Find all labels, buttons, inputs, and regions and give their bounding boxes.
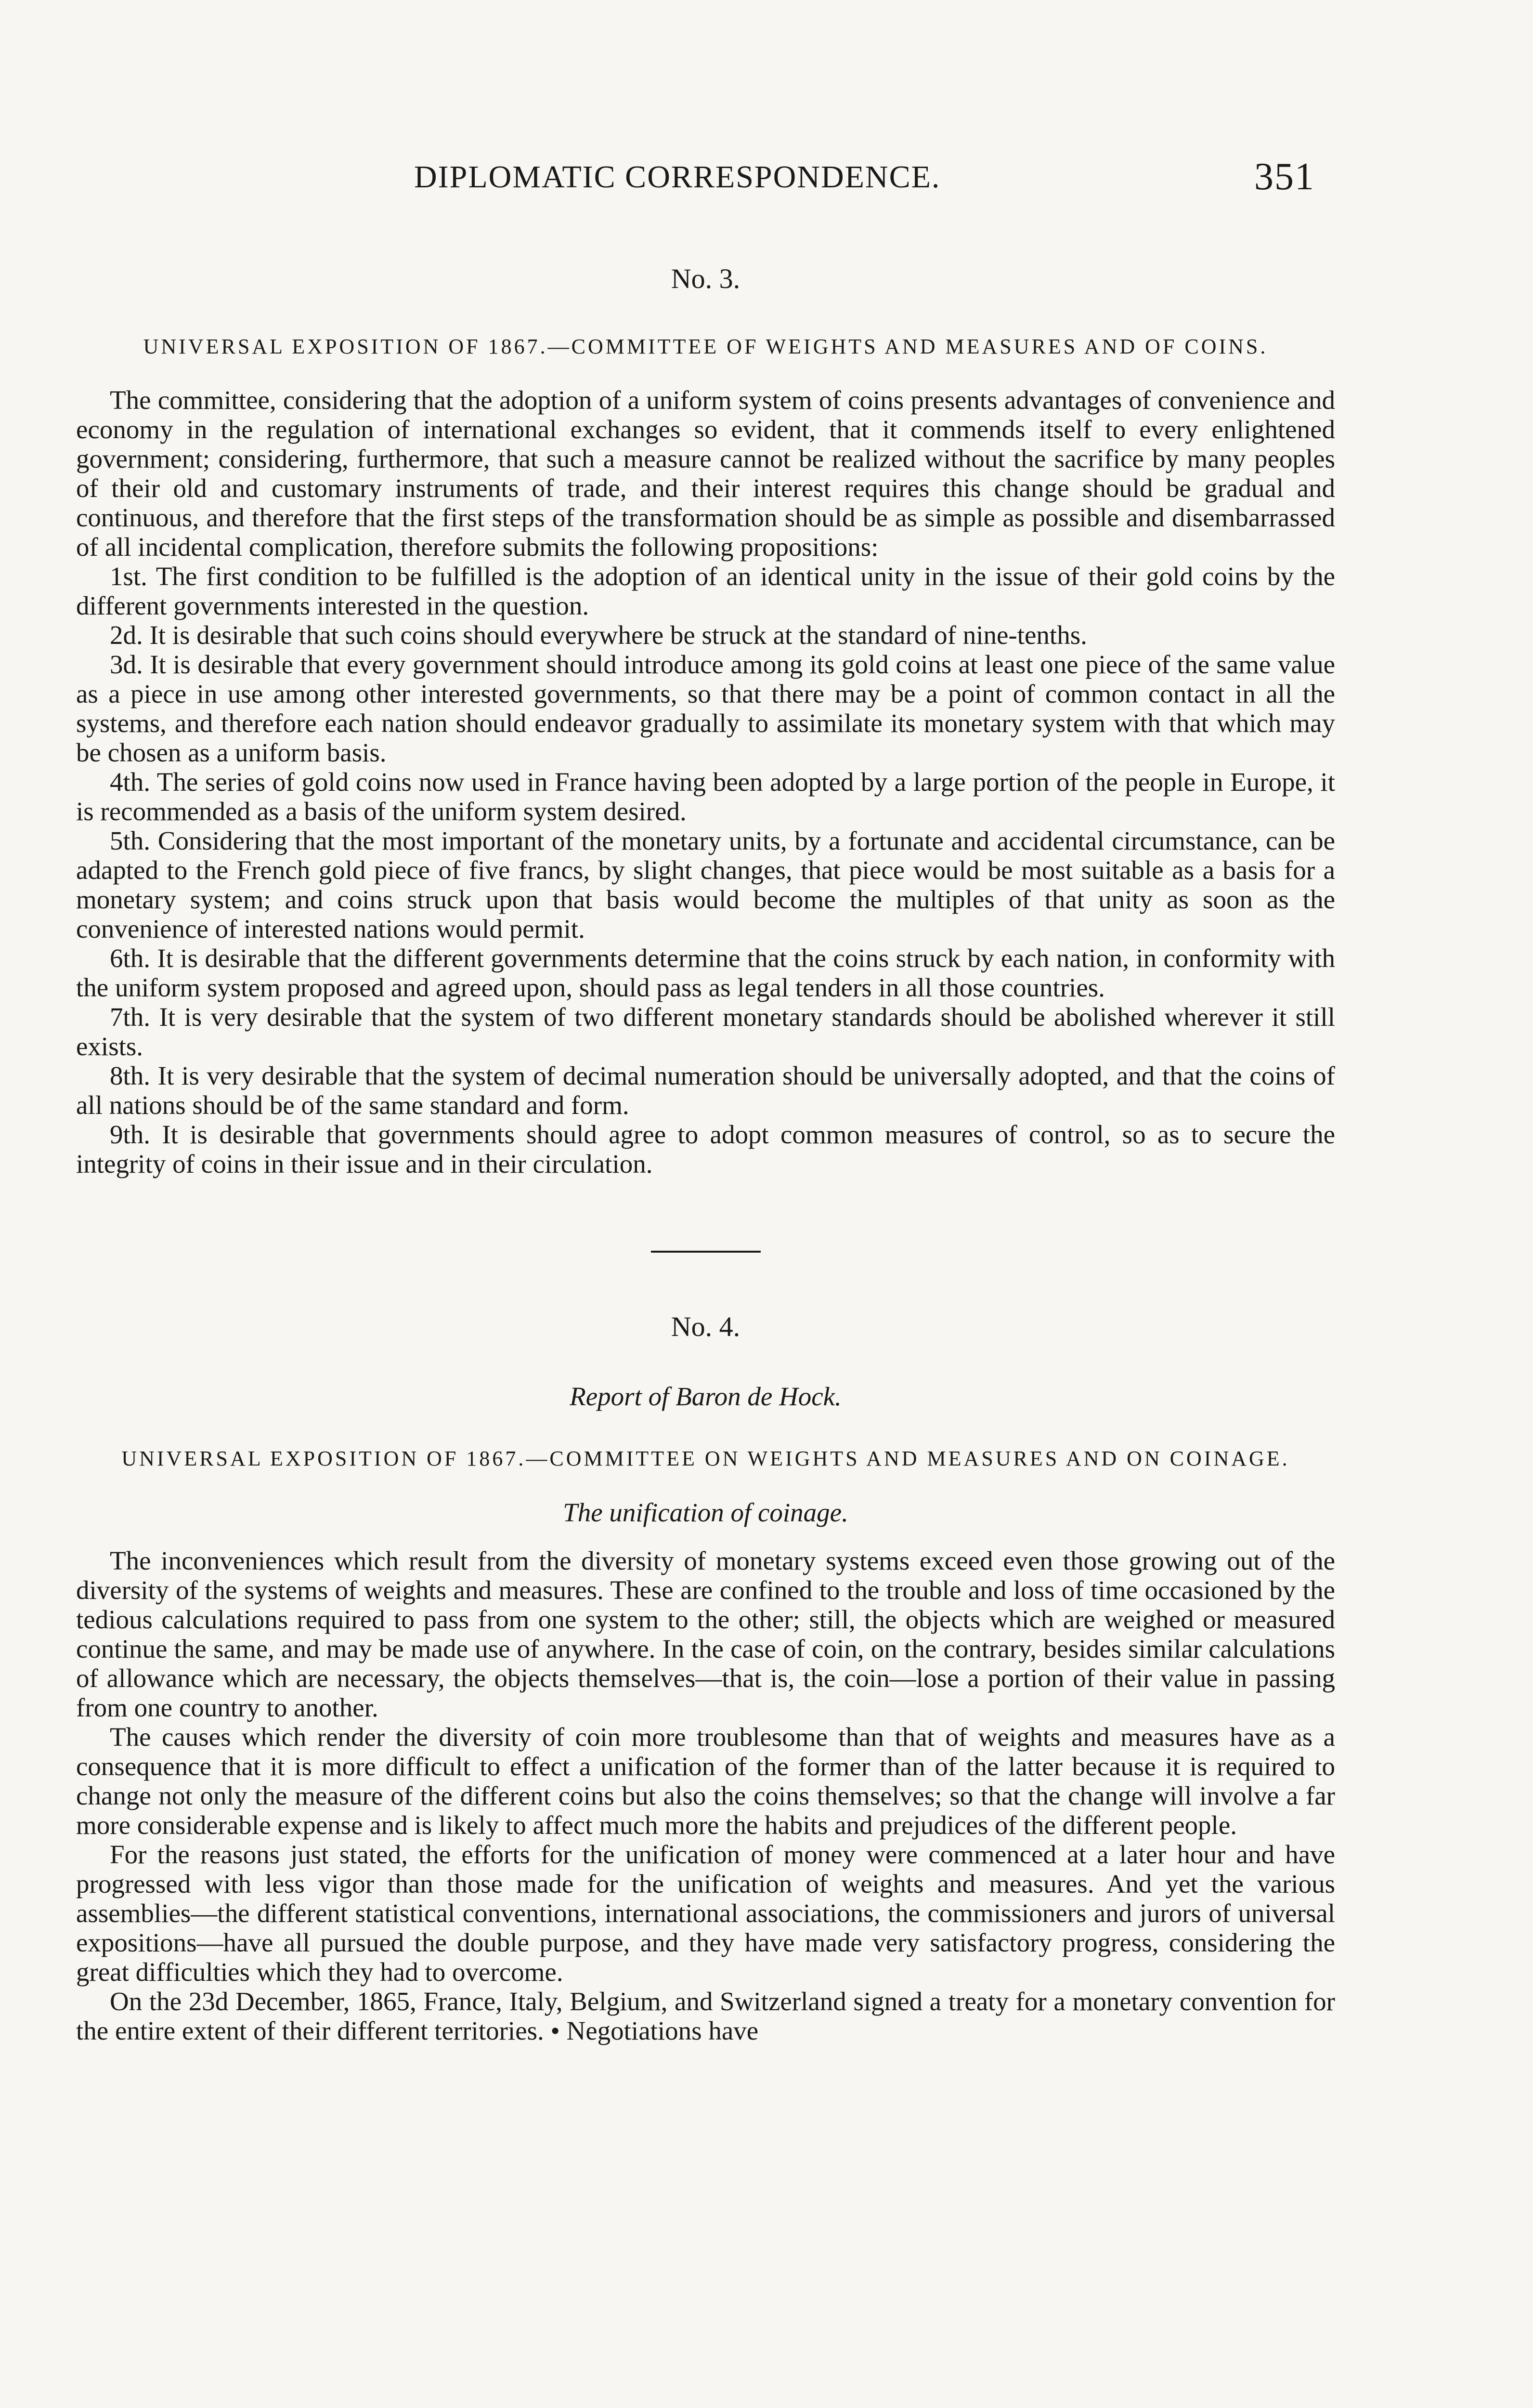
section-3-paragraph: 5th. Considering that the most important of the monetary units, by a fortunate and accidental circumstance, can be adapted to the French gold piece of five francs, by slight changes, that piece would be most suitable as a basis for a monetary system; and coins struck upon that basis would become the multiples of that unity as soon as the convenience of interested nations would permit. bbox=[76, 826, 1335, 943]
section-4-subheading: The unification of coinage. bbox=[563, 1498, 848, 1527]
section-4-subtitle: Report of Baron de Hock. bbox=[570, 1382, 842, 1411]
section-4-heading: UNIVERSAL EXPOSITION OF 1867.—COMMITTEE ON WEIGHTS AND MEASURES AND ON COINAGE. bbox=[121, 1447, 1290, 1470]
section-3-paragraph: 4th. The series of gold coins now used in France having been adopted by a large portion of the people in Europe, it is recommended as a basis of the uniform system desired. bbox=[76, 767, 1335, 826]
section-3-paragraph: 2d. It is desirable that such coins should everywhere be struck at the standard of nine-tenths. bbox=[110, 620, 1087, 650]
section-3-paragraph: 3d. It is desirable that every government should introduce among its gold coins at least one piece of the same value as a piece in use among other interested governments, so that there may be a point of common contact in all the systems, and therefore each nation should endeavor gradually to assimilate its monetary system with that which may be chosen as a uniform basis. bbox=[76, 650, 1335, 767]
section-3-paragraph: 9th. It is desirable that governments should agree to adopt common measures of control, so as to secure the integrity of coins in their issue and in their circulation. bbox=[76, 1120, 1335, 1178]
page-content bbox=[76, 262, 1335, 2045]
section-4-paragraph: For the reasons just stated, the efforts for the unification of money were commenced at a later hour and have progressed with less vigor than those made for the unification of weights and measures. And yet the various assemblies—the different statistical conventions, international associations, the commissioners and jurors of universal expositions—have all pursued the double purpose, and they have made very satisfactory progress, considering the great difficulties which they had to overcome. bbox=[76, 1840, 1335, 1987]
section-4-paragraph: The inconveniences which result from the diversity of monetary systems exceed even those growing out of the diversity of the systems of weights and measures. These are confined to the trouble and loss of time occasioned by the tedious calculations required to pass from one system to the other; still, the objects which are weighed or measured continue the same, and may be made use of anywhere. In the case of coin, on the contrary, besides similar calculations of allowance which are necessary, the objects themselves—that is, the coin—lose a portion of their value in passing from one country to another. bbox=[76, 1546, 1335, 1722]
section-4-paragraph: On the 23d December, 1865, France, Italy, Belgium, and Switzerland signed a treaty for a monetary convention for the entire extent of their different territories. • Negotiations have bbox=[76, 1987, 1335, 2045]
section-divider bbox=[651, 1251, 761, 1253]
section-number-4: No. 4. bbox=[671, 1311, 741, 1342]
section-3-paragraph: 7th. It is very desirable that the system of two different monetary standards should be abolished wherever it still exists. bbox=[76, 1002, 1335, 1061]
section-3-paragraph: The committee, considering that the adoption of a uniform system of coins presents advantages of convenience and economy in the regulation of international exchanges so evident, that it commends itself to every enlightened government; considering, furthermore, that such a measure cannot be realized without the sacrifice by many peoples of their old and customary instruments of trade, and their interest requires this change should be gradual and continuous, and therefore that the first steps of the transformation should be as simple as possible and disembarrassed of all incidental complication, therefore submits the following propositions: bbox=[76, 385, 1335, 562]
section-3-paragraph: 1st. The first condition to be fulfilled is the adoption of an identical unity in the issue of their gold coins by the different governments interested in the question. bbox=[76, 562, 1335, 620]
running-title: DIPLOMATIC CORRESPONDENCE. bbox=[414, 159, 941, 195]
page-number: 351 bbox=[1254, 156, 1315, 198]
section-3-heading: UNIVERSAL EXPOSITION OF 1867.—COMMITTEE OF WEIGHTS AND MEASURES AND OF COINS. bbox=[143, 335, 1268, 358]
section-3-paragraph: 6th. It is desirable that the different governments determine that the coins struck by each nation, in conformity with the uniform system proposed and agreed upon, should pass as legal tenders in all those countries. bbox=[76, 943, 1335, 1002]
section-4-paragraph: The causes which render the diversity of coin more troublesome than that of weights and measures have as a consequence that it is more difficult to effect a unification of the former than of the latter because it is required to change not only the measure of the different coins but also the coins themselves; so that the change will involve a far more considerable expense and is likely to affect much more the habits and prejudices of the different people. bbox=[76, 1722, 1335, 1840]
section-number-3: No. 3. bbox=[671, 263, 741, 294]
section-3-paragraph: 8th. It is very desirable that the system of decimal numeration should be universally adopted, and that the coins of all nations should be of the same standard and form. bbox=[76, 1061, 1335, 1120]
